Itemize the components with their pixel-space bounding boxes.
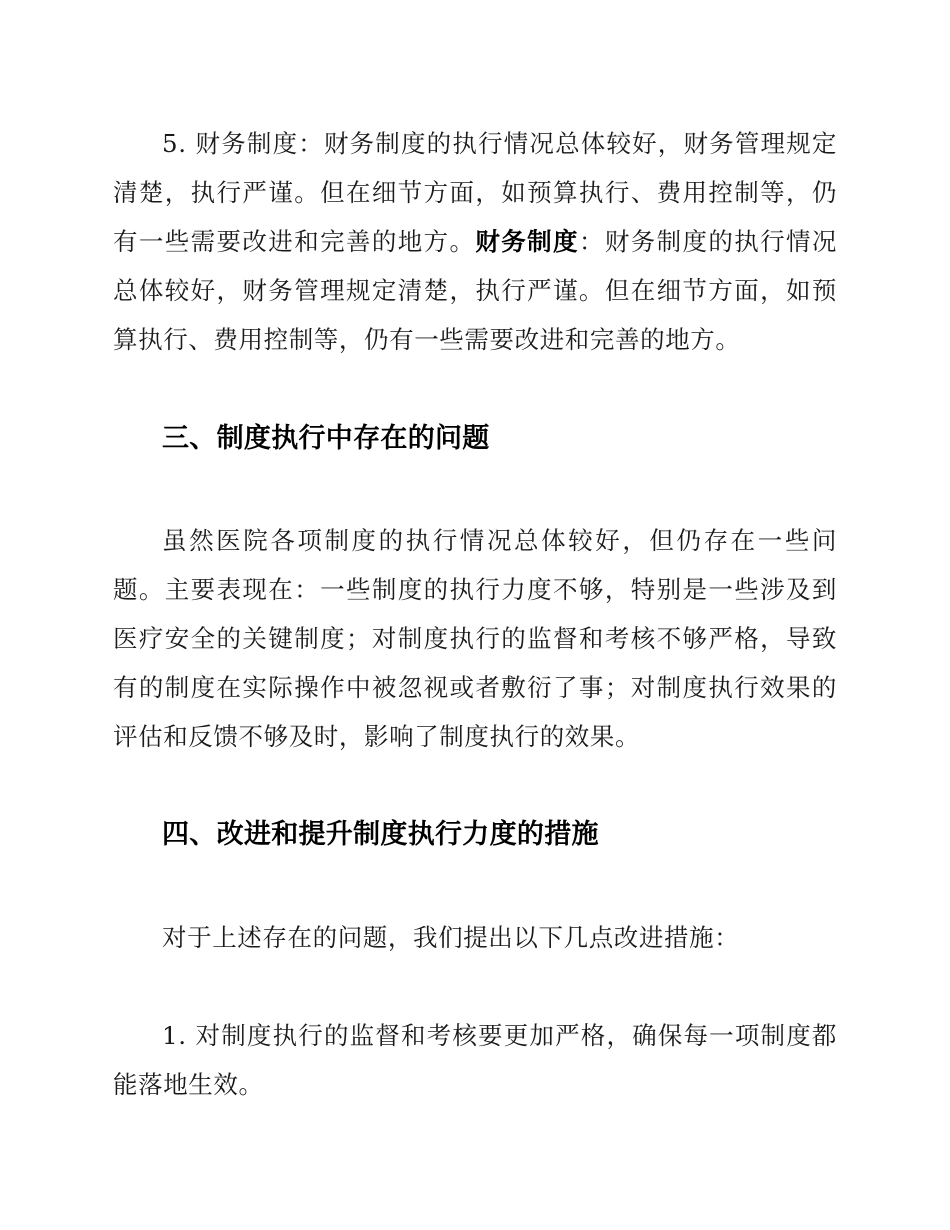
section-four-heading: 四、改进和提升制度执行力度的措施 bbox=[162, 819, 599, 850]
section-four-intro: 对于上述存在的问题，我们提出以下几点改进措施： bbox=[162, 923, 740, 952]
section-three-heading: 三、制度执行中存在的问题 bbox=[162, 423, 490, 454]
measure-item-1: 1. 对制度执行的监督和考核要更加严格，确保每一项制度都能落地生效。 bbox=[113, 1021, 837, 1099]
finance-system-paragraph bbox=[113, 119, 837, 364]
section-three-body: 虽然医院各项制度的执行情况总体较好，但仍存在一些问题。主要表现在：一些制度的执行力度不够，特别是一些涉及到医疗安全的关键制度；对制度执行的监督和考核不够严格，导致有的制度在实际操作中被忽视或者敷衍了事；对制度执行效果的评估和反馈不够及时，影响了制度执行的效果。 bbox=[113, 526, 837, 751]
finance-text-a: 5. 财务制度：财务制度的执行情况总体较好，财务管理规定清楚，执行严谨。但在细节方面，如预算执行、费用控制等，仍有一些需要改进和完善的地方。 bbox=[113, 129, 837, 256]
finance-bold-term: 财务制度 bbox=[475, 227, 579, 256]
finance-text-b: ：财务制度的执行情况总体较好，财务管理规定清楚，执行严谨。但在细节方面，如预算执行、费用控制等，仍有一些需要改进和完善的地方。 bbox=[113, 227, 837, 354]
